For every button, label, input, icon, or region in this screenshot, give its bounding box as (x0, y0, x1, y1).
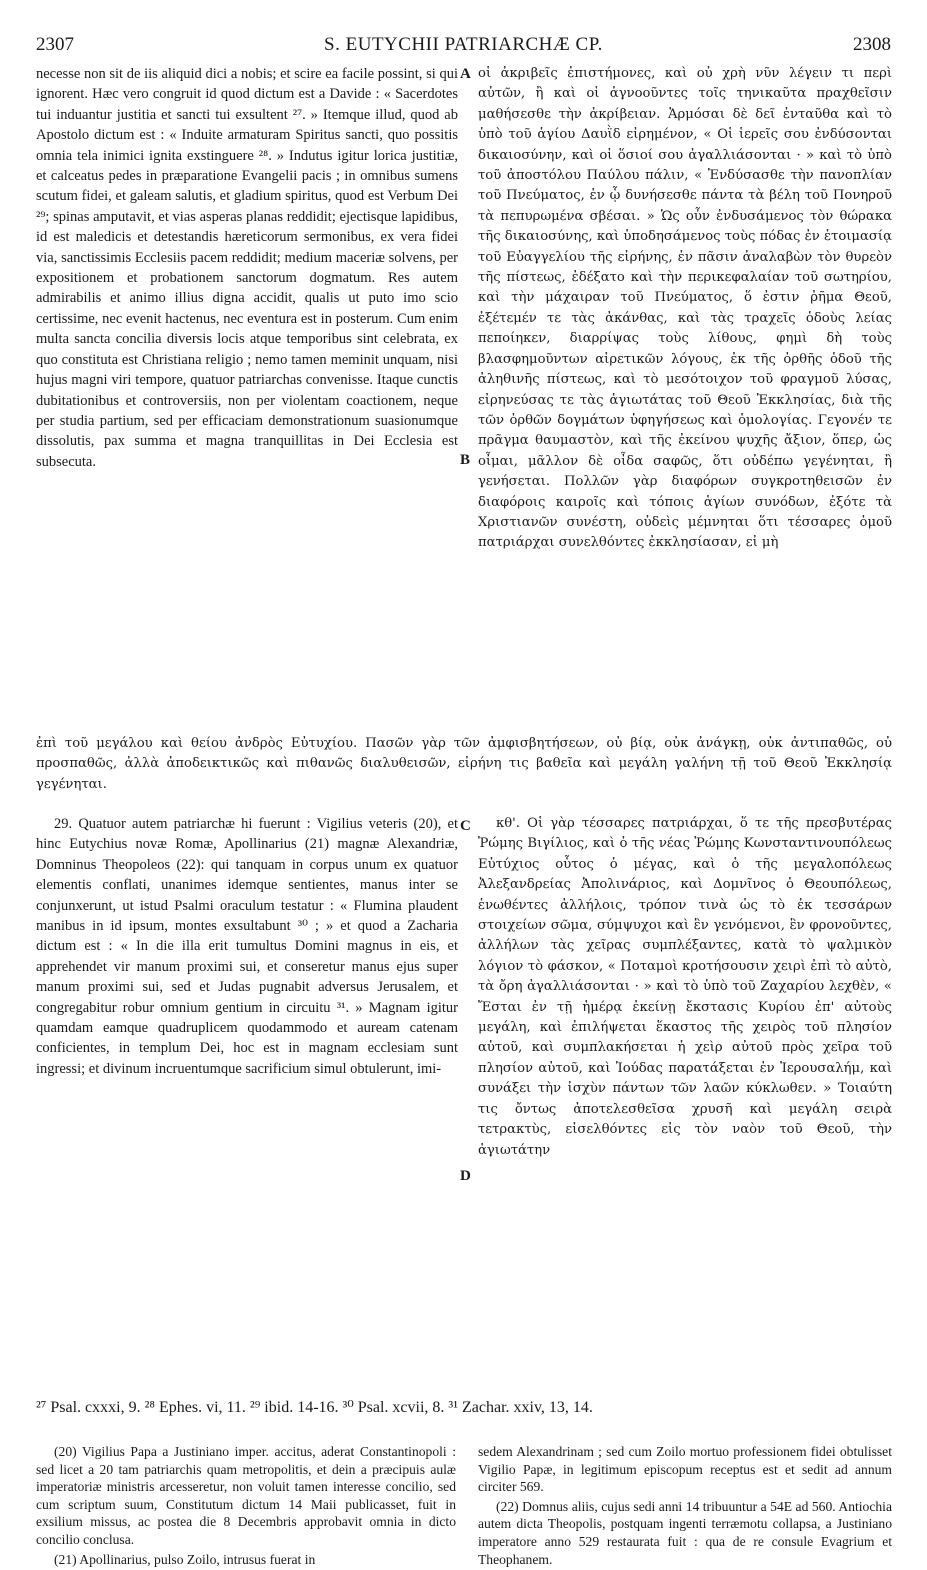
note-22: (22) Domnus aliis, cujus sedi anni 14 tribuuntur a 54E ad 560. Antiochia autem dicta Theopolis, postquam ingenti terræmotu collapsa, a Justiniano imperatore anno 529 restaurata fuit : qua de re consule Evagrium et Theophanem. (478, 1498, 892, 1567)
note-21-continued: sedem Alexandrinam ; sed cum Zoilo mortuo professionem fidei obtulisset Vigilio Papæ, in legitimum episcopum receptus est et sedit ad annum circiter 569. (478, 1444, 892, 1495)
greek-full-width (36, 734, 892, 795)
margin-marker-c: C (460, 818, 471, 834)
greek-text-full: ἐπὶ τοῦ μεγάλου καὶ θείου ἀνδρὸς Εὐτυχίου. Πασῶν γὰρ τῶν ἀμφισβητήσεων, οὐ βίᾳ, οὐκ ἀνάγκῃ, οὐκ ἀντιπαθῶς, οὐ προσπαθῶς, ἀλλὰ ἀποδεικτικῶς καὶ πιθανῶς διαλυθεισῶν, εἰρήνη τις βαθεῖα καὶ μεγάλη γαλήνη τῇ τοῦ Θεοῦ Ἐκκλησίᾳ γεγένηται. (36, 736, 892, 792)
margin-marker-b: B (460, 452, 471, 468)
page-number-right: 2308 (853, 34, 891, 55)
margin-marker-a: A (460, 66, 471, 82)
running-title: S. EUTYCHII PATRIARCHÆ CP. (324, 34, 603, 55)
notes-column-right (478, 1443, 892, 1570)
latin-column-bottom (36, 814, 458, 1374)
note-20: (20) Vigilius Papa a Justiniano imper. accitus, aderat Constantinopoli : sed licet a 20 tam patriarchis quam metropolitis, et dein a præcipuis aulæ imperatoriæ ministris arcesseretur, non voluit tamen interesse concilio, sed cum scriptum suum, Constitutum dictum 14 Maii publicasset, fuit in exsilium missus, ac postea die 8 Decembris approbavit omnia in dicto concilio conclusa. (36, 1444, 456, 1547)
running-header (36, 34, 891, 58)
latin-column-top (36, 64, 458, 724)
note-21: (21) Apollinarius, pulso Zoilo, intrusus fuerat in (54, 1551, 316, 1567)
margin-marker-d: D (460, 1168, 471, 1184)
page-number-left: 2307 (36, 34, 74, 55)
greek-column-top (478, 64, 892, 724)
greek-column-bottom (478, 814, 892, 1374)
notes-column-left (36, 1443, 456, 1570)
greek-text-bottom: κθ'. Οἱ γὰρ τέσσαρες πατριάρχαι, ὅ τε τῆς πρεσβυτέρας Ῥώμης Βιγίλιος, καὶ ὁ τῆς νέας Ῥώμης Κωνσταντινουπόλεως Εὐτύχιος οὗτος ὁ μέγας, καὶ ὁ τῆς μεγαλοπόλεως Ἀλεξανδρείας Ἀπολινάριος, καὶ Δομνῖνος ὁ Θεουπόλεως, ἑνωθέντες ἀλλήλοις, τρόπον τινὰ ὡς τὸ ἐκ τεσσάρων στοιχείων σῶμα, σύμψυχοι καὶ ἓν γενόμενοι, ἓν φρονοῦντες, ἀλλήλων τὰς χεῖρας συμπλέξαντες, κατὰ τὸ ψαλμικὸν λόγιον τὸ φάσκον, « Ποταμοὶ κροτήσουσιν χειρὶ ἐπὶ τὸ αὐτὸ, τὰ ὄρη ἀγαλλιάσονται · » καὶ τὸ ὑπὸ τοῦ Ζαχαρίου λεχθὲν, « Ἔσται ἐν τῇ ἡμέρᾳ ἐκείνῃ ἔκστασις Κυρίου ἐπ' αὐτοὺς μεγάλη, καὶ ἐπιλήψεται ἕκαστος τῆς χειρὸς τοῦ πλησίον αὐτοῦ, καὶ συμπλακήσεται ἡ χεὶρ αὐτοῦ πρὸς χεῖρα τοῦ πλησίον αὐτοῦ, καὶ Ἰούδας παρατάξεται ἐν Ἱερουσαλήμ, καὶ συνάξει τὴν ἰσχὺν πάντων τῶν λαῶν κύκλωθεν. » Τοιαύτη τις ὄντως ἀποτελεσθεῖσα χρυσῆ καὶ μεγάλη σειρὰ τετρακτὺς, εἰσελθόντες εἰς τὸν ναὸν τοῦ Θεοῦ, τὴν ἁγιωτάτην (478, 816, 892, 1158)
latin-text-top: necesse non sit de iis aliquid dici a nobis; et scire ea facile possint, si qui ignorent. Hæc vero congruit id quod dictum est a Davide : « Sacerdotes tui induantur justitia et sancti tui exsultent ²⁷. » Itemque illud, quod ab Apostolo dictum est : « Induite armaturam Spiritus sancti, quo possitis omnia tela inimici ignita exstinguere ²⁸. » Indutus igitur lorica justitiæ, et calceatus pedes in præparatione Evangelii pacis ; in omnibus sumens scutum fidei, et galeam salutis, et gladium spiritus, quod est Verbum Dei ²⁹; spinas amputavit, et vias asperas planas reddidit; ejectisque lapidibus, id est maledicis et detestandis hæreticorum sermonibus, ex vera fidei via, sanctissimis Ecclesiis pacem reddidit; medium maceriæ solvens, per expositionem et probationem sanctorum dogmatum. Res autem admirabilis et animo illius digna accidit, qualis ut puto imo scio certissime, nec evenit hactenus, nec eventura est in posterum. Cum enim multa sancta concilia diversis locis atque temporibus sint celebrata, ex quo constituta est Christiana religio ; nemo tamen meminit unquam, nisi hujus magni viri tempore, quatuor patriarchas convenisse. Itaque cunctis dubitationibus et controversiis, non per violentam coactionem, neque per studia partium, sed per efficaciam demonstrationum suasionumque dissolutis, pax summa et magna tranquillitas in Dei Ecclesia est subsecuta. (36, 66, 458, 470)
scripture-references: ²⁷ Psal. cxxxi, 9. ²⁸ Ephes. vi, 11. ²⁹ ibid. 14-16. ³⁰ Psal. xcvii, 8. ³¹ Zachar. xxiv, 13, 14. (36, 1399, 593, 1416)
latin-text-bottom: 29. Quatuor autem patriarchæ hi fuerunt : Vigilius veteris (20), et hinc Eutychius novæ Romæ, Apollinarius (21) magnæ Alexandriæ, Domninus Theopoleos (22): qui tanquam in corpus unum ex quatuor elementis conflati, unanimes idemque sentientes, manus inter se conjunxerunt, ut istud Psalmi oraculum testatur : « Flumina plaudent manibus in id ipsum, montes exsultabunt ³⁰ ; » et quod a Zacharia dictum est : « In die illa erit tumultus Domini magnus in eis, et apprehendet vir manum proximi sui, et conseretur manus ejus super manum proximi sui, sed et Judas pugnabit adversus Jerusalem, et congregabitur robur omnium gentium in circuitu ³¹. » Magnam igitur quamdam eamque quadruplicem quodammodo et auream catenam conficientes, in templum Dei, hoc est in magnam ecclesiam sunt ingressi; et divinum incruentumque sacrificium simul obtulerunt, imi- (36, 816, 458, 1077)
greek-text-top: οἱ ἀκριβεῖς ἐπιστήμονες, καὶ οὐ χρὴ νῦν λέγειν τι περὶ αὐτῶν, ἢ καὶ οἱ ἀγνοοῦντες τοῖς τηνικαῦτα πραχθεῖσιν μαθήσεσθε τὴν ἀκρίβειαν. Ἁρμόσαι δὲ δεῖ ἐνταῦθα καὶ τὸ ὑπὸ τοῦ ἁγίου Δαυῒδ εἰρημένον, « Οἱ ἱερεῖς σου ἐνδύσονται δικαιοσύνην, καὶ οἱ ὅσιοί σου ἀγαλλιάσονται · » καὶ τὸ ὑπὸ τοῦ ἀποστόλου Παύλου πάλιν, « Ἐνδύσασθε τὴν πανοπλίαν τοῦ Πνεύματος, ἐν ᾧ δυνήσεσθε πάντα τὰ βέλη τοῦ Πονηροῦ τὰ πεπυρωμένα σβέσαι. » Ὡς οὖν ἐνδυσάμενος τὸν θώρακα τῆς δικαιοσύνης, καὶ ὑποδησάμενος τοὺς πόδας ἐν ἑτοιμασίᾳ τοῦ Εὐαγγελίου τῆς εἰρήνης, ἐν πᾶσιν ἀναλαβὼν τὸν θυρεὸν τῆς πίστεως, ἐδέξατο καὶ τὴν περικεφαλαίαν τοῦ σωτηρίου, καὶ τὴν μάχαιραν τοῦ Πνεύματος, ὅ ἐστιν ῥῆμα Θεοῦ, ἐξέτεμέν τε τὰς ἀκάνθας, καὶ τὰς τραχεῖς ὁδοὺς λείας πεποίηκεν, διαρρίψας τοὺς λίθους, φημὶ δὴ τοὺς βλασφημοῦντων αἱρετικῶν λόγους, ἐκ τῆς ὀρθῆς ὁδοῦ τῆς ἀληθινῆς πίστεως, καὶ τὸ μεσότοιχον τοῦ φραγμοῦ λύσας, εἰρηνεύσας τε τὰς ἁγιωτάτας τοῦ Θεοῦ Ἐκκλησίας, διὰ τῆς τῶν ὀρθῶν δογμάτων ὑφηγήσεως καὶ ὁμολογίας. Γεγονέν τε πρᾶγμα θαυμαστὸν, καὶ τῆς ἐκείνου ψυχῆς ἄξιον, ὅπερ, ὡς οἶμαι, μᾶλλον δὲ οἶδα σαφῶς, ὅτι οὐδέπω γεγένηται, ἢ γενήσεται. Πολλῶν γὰρ διαφόρων συγκροτηθεισῶν ἐν διαφόροις καιροῖς καὶ τόποις ἁγίων συνόδων, ἐξότε τὰ Χριστιανῶν συνέστη, οὐδεὶς μέμνηται ὅτι τέσσαρες ὁμοῦ πατριάρχαι συνελθόντες ἐκκλησίασαν, εἰ μὴ (478, 66, 892, 551)
